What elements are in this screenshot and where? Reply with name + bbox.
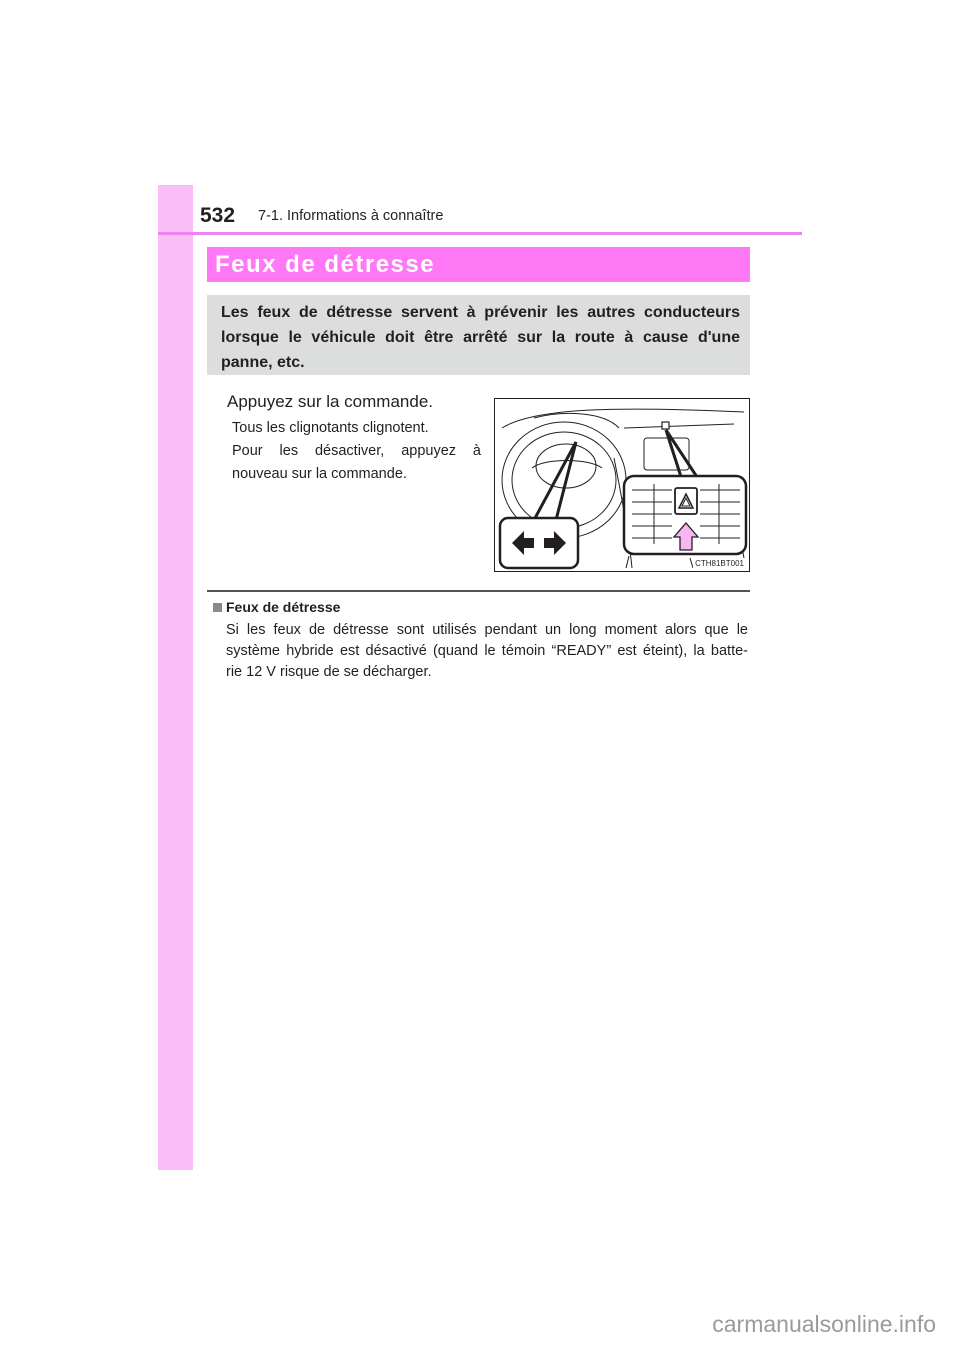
intro-line: Les feux de détresse servent à prévenir les autres conducteurs xyxy=(221,304,740,321)
section-divider xyxy=(207,590,750,592)
side-tab xyxy=(158,185,193,1170)
watermark: carmanualsonline.info xyxy=(712,1311,936,1337)
dashboard-figure xyxy=(494,398,750,572)
intro-box xyxy=(207,295,750,375)
step-note-line: Tous les clignotants clignotent. xyxy=(232,420,429,436)
figure-code: CTH81BT001 xyxy=(695,559,744,568)
intro-line: panne, etc. xyxy=(221,354,305,371)
header-rule xyxy=(158,232,802,235)
step-notes xyxy=(232,417,481,486)
intro-line: lorsque le véhicule doit être arrêté sur la route à cause d'une xyxy=(221,329,740,346)
running-head: 7-1. Informations à connaître xyxy=(258,208,444,224)
note-body xyxy=(226,620,748,683)
section-title-bar xyxy=(207,247,750,282)
note-line: rie 12 V risque de se décharger. xyxy=(226,664,432,680)
note-line: système hybride est désactivé (quand le témoin “READY” est éteint), la batte- xyxy=(226,643,748,659)
step-note-line: Pour les désactiver, appuyez à xyxy=(232,443,481,459)
note-heading xyxy=(213,599,340,615)
dashboard-illustration xyxy=(494,398,750,572)
intro-text xyxy=(221,300,740,375)
page-number: 532 xyxy=(200,204,236,227)
step-note-line: nouveau sur la commande. xyxy=(232,466,407,482)
section-title: Feux de détresse xyxy=(215,251,436,278)
note-line: Si les feux de détresse sont utilisés pendant un long moment alors que le xyxy=(226,622,748,638)
note-heading-text: Feux de détresse xyxy=(226,599,341,615)
bullet-square-icon xyxy=(213,603,222,612)
step-instruction: Appuyez sur la commande. xyxy=(227,392,433,411)
